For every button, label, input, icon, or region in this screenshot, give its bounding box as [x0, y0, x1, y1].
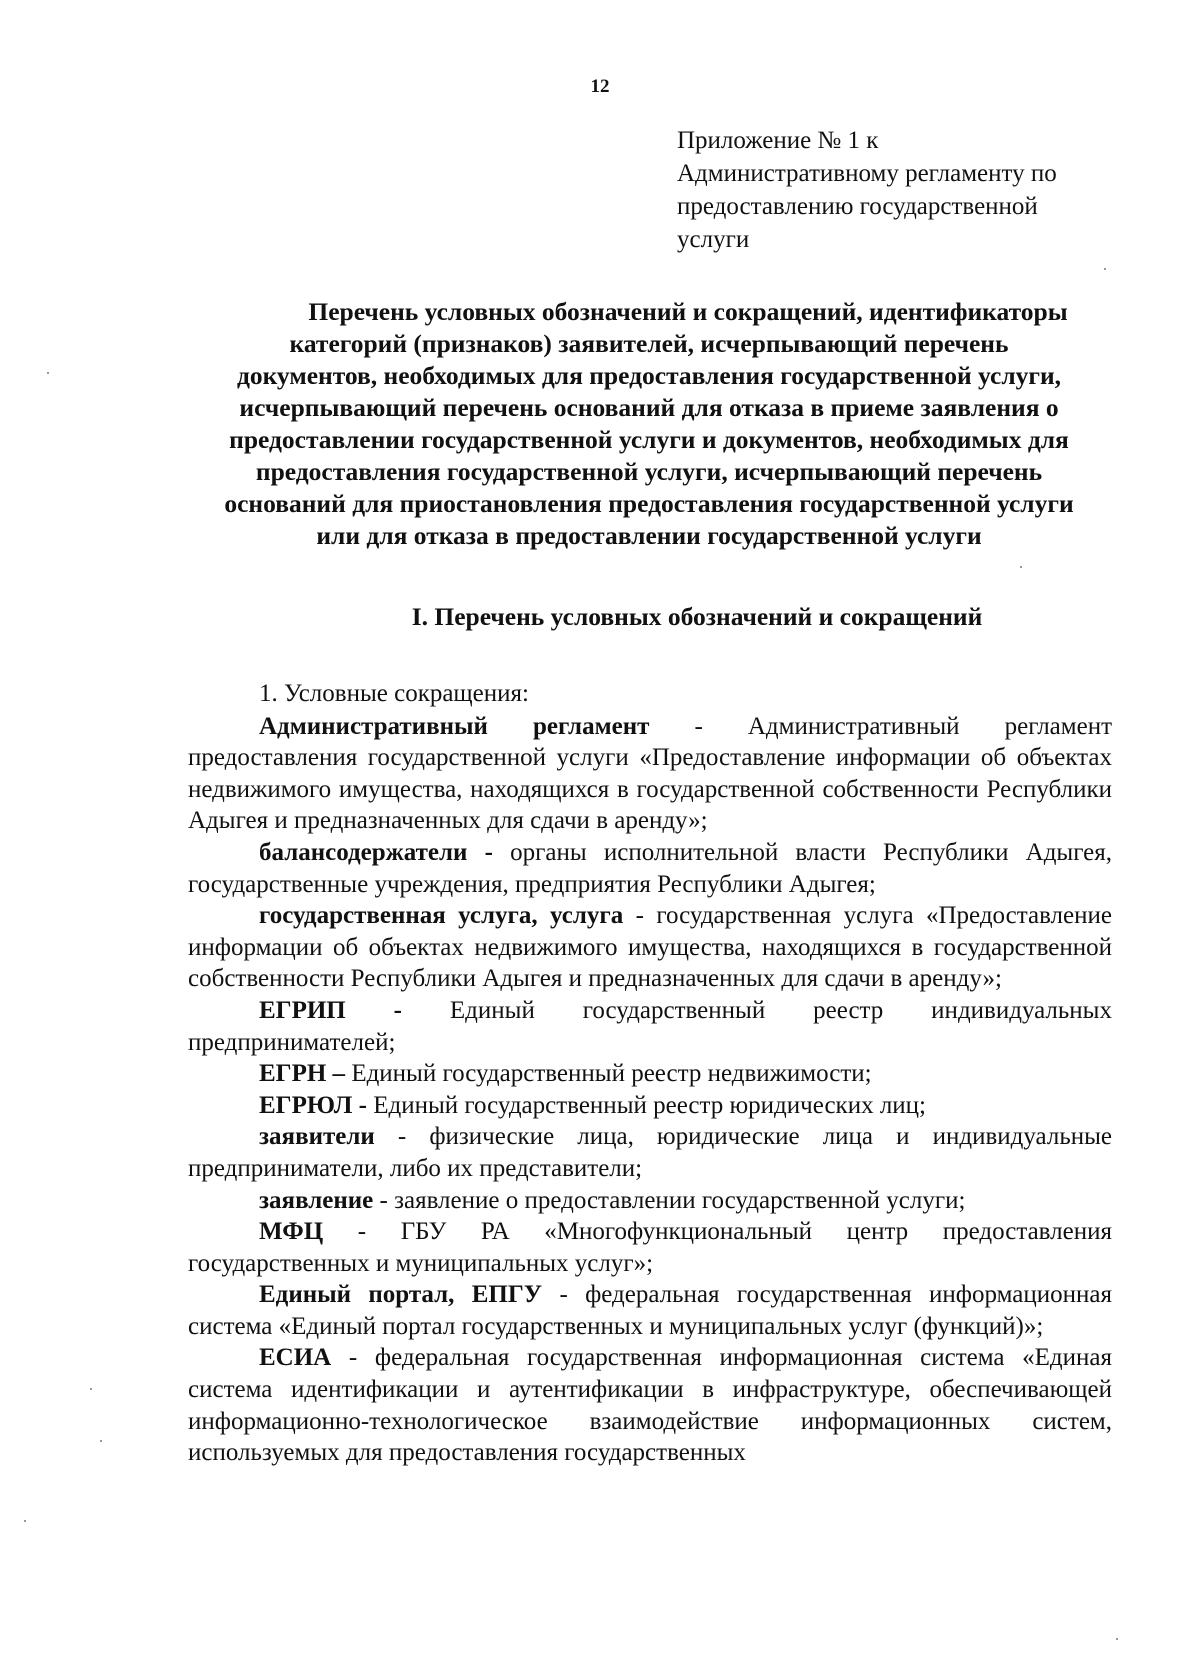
abbreviation-term: ЕГРН – [259, 1060, 346, 1088]
appendix-note [677, 124, 1157, 256]
abbreviation-item [188, 1058, 1112, 1090]
appendix-line: Административному регламенту по [677, 160, 1057, 187]
title-line: категорий (признаков) заявителей, исчерпывающий перечень [289, 329, 1009, 358]
abbreviation-item [188, 711, 1112, 837]
scan-speck [1020, 566, 1022, 568]
title-line: предоставления государственной услуги, исчерпывающий перечень [255, 457, 1043, 486]
abbreviation-term: МФЦ [259, 1218, 324, 1246]
abbreviations-intro: 1. Условные сокращения: [259, 680, 529, 707]
abbreviation-term: балансодержатели - [259, 838, 493, 866]
abbreviation-item [188, 1279, 1112, 1342]
appendix-line: Приложение № 1 к [677, 127, 879, 154]
scan-speck [1116, 1638, 1118, 1640]
abbreviation-item [188, 1342, 1112, 1468]
abbreviation-definition: органы исполнительной власти Республики Адыгея, государственные учреждения, предприятия Республики Адыгея; [188, 838, 1112, 898]
page-number: 12 [590, 76, 610, 97]
abbreviation-term: государственная услуга, услуга [259, 902, 624, 930]
appendix-line: услуги [677, 226, 750, 253]
abbreviation-item [188, 1216, 1112, 1279]
abbreviation-definition: Единый государственный реестр индивидуальных предпринимателей; [188, 996, 1112, 1056]
scan-speck [24, 1520, 26, 1522]
abbreviation-term: заявители [259, 1123, 375, 1151]
abbreviation-definition: - заявление о предоставлении государственной услуги; [373, 1186, 966, 1214]
title-line: исчерпывающий перечень оснований для отказа в приеме заявления о [239, 393, 1059, 422]
abbreviation-item [188, 837, 1112, 900]
abbreviation-term: ЕСИА [259, 1344, 332, 1372]
abbreviation-definition: - Административный регламент предоставления государственной услуги «Предоставление информации об объектах недвижимого имущества, находящихся в государственной собственности Республики Адыгея и предназначенных для сдачи в аренду»; [188, 712, 1112, 835]
abbreviation-definition: - ГБУ РА «Многофункциональный центр предоставления государственных и муниципальных услуг»; [188, 1218, 1112, 1277]
abbreviation-item [188, 900, 1112, 995]
abbreviation-term: заявление [259, 1186, 374, 1214]
scan-speck [90, 1388, 92, 1390]
scan-speck [1104, 268, 1106, 270]
abbreviation-definition: - государственная услуга «Предоставление информации об объектах недвижимого имущества, находящихся в государственной собственности Республики Адыгея и предназначенных для сдачи в аренду»; [188, 902, 1112, 993]
title-line: Перечень условных обозначений и сокращений, идентификаторы [308, 297, 1068, 326]
abbreviation-definition: Единый государственный реестр юридических лиц; [366, 1091, 927, 1119]
abbreviation-item [188, 1121, 1112, 1184]
abbreviation-definition: - физические лица, юридические лица и индивидуальные предприниматели, либо их представители; [188, 1123, 1112, 1182]
title-line: документов, необходимых для предоставления государственной услуги, [236, 361, 1062, 390]
abbreviation-term: ЕГРЮЛ - [259, 1091, 367, 1119]
abbreviation-item [188, 1090, 1112, 1122]
scan-speck [47, 372, 49, 374]
section-heading-text: I. Перечень условных обозначений и сокращений [411, 602, 983, 631]
title-line: или для отказа в предоставлении государственной услуги [316, 521, 982, 550]
scan-speck [100, 1440, 102, 1442]
abbreviation-item [188, 1185, 1112, 1217]
abbreviation-definition: Единый государственный реестр недвижимости; [345, 1060, 872, 1088]
section-heading [0, 602, 1200, 632]
title-line: оснований для приостановления предоставления государственной услуги [224, 489, 1074, 518]
abbreviation-term: ЕГРИП - [259, 996, 402, 1024]
document-title [186, 296, 1112, 552]
abbreviation-definition: - федеральная государственная информационная система «Единая система идентификации и аутентификации в инфраструктуре, обеспечивающей информационно-технологическое взаимодействие информационных систем, используемых для предоставления государственных [188, 1344, 1112, 1467]
abbreviation-term: Административный регламент [259, 712, 650, 740]
appendix-line: предоставлению государственной [677, 193, 1038, 220]
title-line: предоставлении государственной услуги и документов, необходимых для [229, 425, 1069, 454]
abbreviations-list [188, 678, 1112, 1469]
abbreviation-term: Единый портал, ЕПГУ [259, 1281, 543, 1309]
abbreviation-item [188, 995, 1112, 1058]
abbreviation-definition: - федеральная государственная информационная система «Единый портал государственных и муниципальных услуг (функций)»; [188, 1281, 1112, 1340]
